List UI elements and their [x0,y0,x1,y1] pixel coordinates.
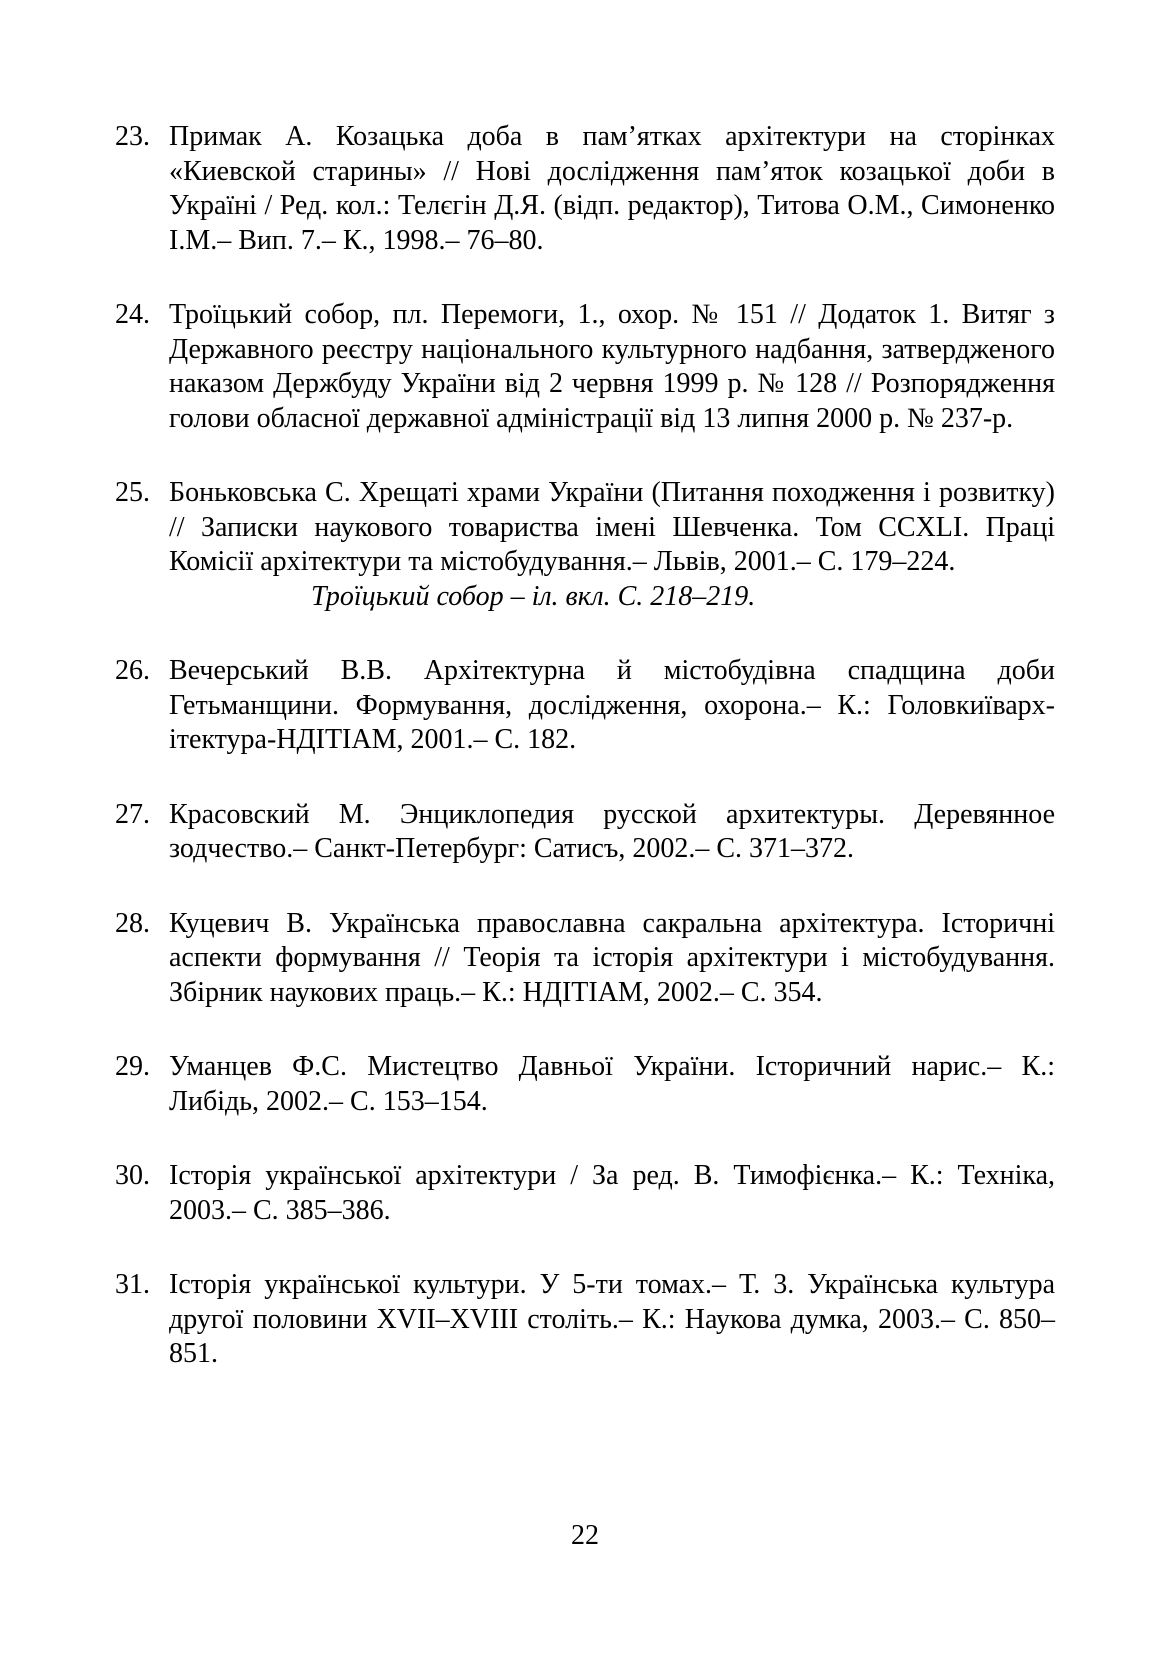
entry-text: Боньковська С. Хрещаті храми України (Питання походження і розвитку) // Записки наукового товариства імені Шевченка. Том CCXLI. Праці Комісії архітектури та містобудування.– Львів, 2001.– С. 179–224. [169,477,1055,577]
entry-body [169,120,1055,258]
entry-number: 27. [115,798,150,830]
entry-body [169,1159,1055,1228]
bibliography-entry-29 [115,1050,1055,1119]
entry-text: Куцевич В. Українська православна сакральна архітектура. Історичні аспекти формування // Теорія та історія архітектури і містобудування. Збірник наукових праць.– К.: НДІТІАМ, 2002.– С. 354. [169,907,1055,1008]
bibliography-entry-27 [115,798,1055,867]
bibliography-entry-31 [115,1268,1055,1372]
bibliography-entry-30 [115,1159,1055,1228]
entry-number: 24. [115,299,150,330]
entry-text: Історія української архітектури / За ред. В. Тимофієнка.– К.: Техніка, 2003.– С. 385–386. [169,1160,1055,1226]
entry-body [169,798,1055,867]
bibliography-entry-23 [115,120,1055,258]
bibliography-list [115,120,1055,1372]
entry-text: Примак А. Козацька доба в пам’ятках архітектури на сторінках «Киевской старины» // Нові дослідження пам’яток козацької доби в Україні / Ред. кол.: Телєгін Д.Я. (відп. редактор), Титова О.М., Симоненко І.М.– Вип. 7.– К., 1998.– 76–80. [169,121,1055,256]
bibliography-entry-28 [115,907,1055,1011]
entry-body [169,298,1055,436]
page-number: 22 [571,1520,599,1551]
entry-body [169,654,1055,758]
entry-number: 23. [115,121,150,152]
entry-body [169,476,1055,614]
entry-body [169,907,1055,1011]
entry-number: 30. [115,1160,150,1191]
entry-number: 26. [115,655,150,686]
entry-text: Вечерський В.В. Архітектурна й містобудівна спадщина доби Гетьманщини. Формування, дослідження, охорона.– К.: Головкиївархітектура-НДІТІАМ, 2001.– С. 182. [169,655,1055,755]
entry-body [169,1050,1055,1119]
entry-text: Історія української культури. У 5-ти томах.– Т. 3. Українська культура другої половини XVII–XVIII століть.– К.: Наукова думка, 2003.– С. 850–851. [169,1269,1055,1369]
entry-body [169,1268,1055,1372]
bibliography-entry-26 [115,654,1055,758]
entry-number: 29. [115,1051,150,1082]
entry-text: Уманцев Ф.С. Мистецтво Давньої України. Історичний нарис.– К.: Либідь, 2002.– С. 153–154. [169,1051,1055,1117]
entry-text: Троїцький собор, пл. Перемоги, 1., охор. № 151 // Додаток 1. Витяг з Державного реєстру національного культурного надбання, затвердженого наказом Держбуду України від 2 червня 1999 р. № 128 // Розпорядження голови обласної державної адміністрації від 13 липня 2000 р. № 237-р. [169,299,1055,434]
entry-number: 25. [115,477,150,508]
entry-number: 28. [115,907,150,939]
bibliography-entry-24 [115,298,1055,436]
entry-note: Троїцький собор – іл. вкл. С. 218–219. [311,580,756,612]
bibliography-entry-25 [115,476,1055,614]
entry-text: Красовский М. Энциклопедия русской архитектуры. Деревянное зодчество.– Санкт-Петербург: Сатисъ, 2002.– С. 371–372. [169,798,1055,864]
entry-number: 31. [115,1269,150,1300]
